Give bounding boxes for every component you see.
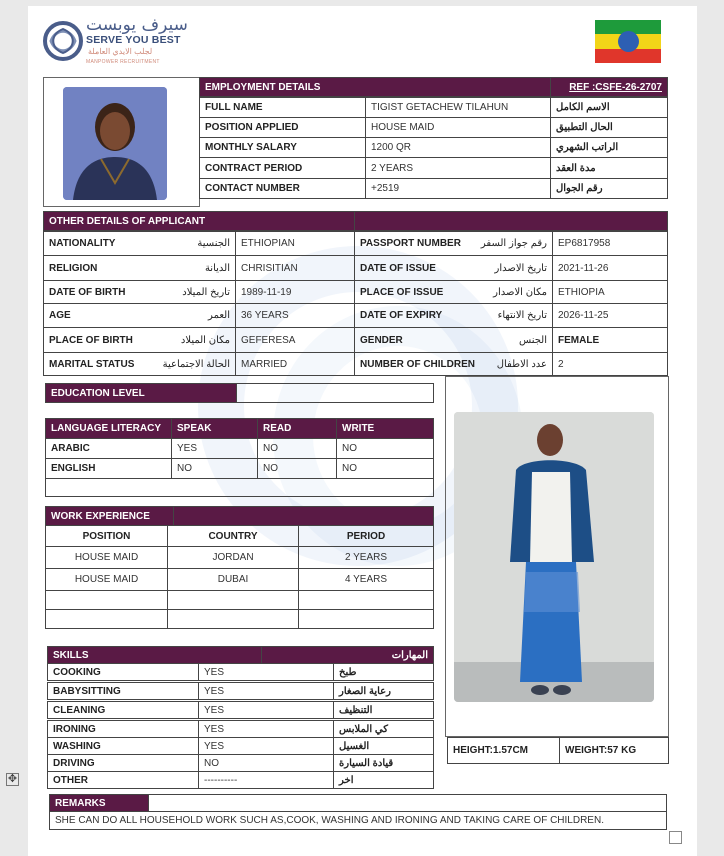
employment-value: 1200 QR	[365, 137, 551, 158]
field-label: RELIGION	[49, 262, 98, 274]
employment-label: MONTHLY SALARY	[199, 137, 366, 158]
reference-number: REF :CSFE-26-2707	[550, 77, 668, 97]
work-cell: 4 YEARS	[298, 568, 434, 591]
field-arabic-label: عدد الاطفال	[496, 358, 547, 370]
other-right-label	[354, 231, 553, 256]
work-cell: HOUSE MAID	[45, 546, 168, 569]
work-experience-header-fill	[173, 506, 434, 526]
work-empty-cell	[45, 590, 168, 610]
skill-value: YES	[198, 720, 334, 738]
logo-english-tagline: MANPOWER RECRUITMENT	[86, 59, 160, 65]
skill-arabic-label: طبخ	[333, 663, 434, 681]
skill-value: YES	[198, 663, 334, 681]
work-empty-cell	[298, 590, 434, 610]
skill-value: YES	[198, 682, 334, 700]
field-label: MARITAL STATUS	[49, 358, 135, 370]
language-empty-row	[45, 478, 434, 497]
field-arabic-label: الحالة الاجتماعية	[162, 358, 230, 370]
language-header-cell: SPEAK	[171, 418, 258, 439]
applicant-portrait-photo	[63, 87, 167, 200]
skill-label: CLEANING	[47, 701, 199, 719]
field-label: GENDER	[360, 334, 403, 346]
company-logo-icon	[42, 20, 84, 62]
other-left-value: 1989-11-19	[235, 280, 355, 304]
other-right-value: EP6817958	[552, 231, 668, 256]
other-left-value: CHRISITIAN	[235, 255, 355, 281]
other-details-header: OTHER DETAILS OF APPLICANT	[43, 211, 355, 231]
skill-label: WASHING	[47, 737, 199, 755]
skills-header-arabic: المهارات	[261, 646, 434, 664]
document-page	[28, 6, 697, 856]
employment-arabic-label: الحال التطبيق	[550, 117, 668, 138]
education-level-header: EDUCATION LEVEL	[45, 383, 237, 403]
language-header-cell: READ	[257, 418, 337, 439]
field-label: NUMBER OF CHILDREN	[360, 358, 475, 370]
logo-english-name: SERVE YOU BEST	[86, 34, 181, 46]
field-label: PLACE OF BIRTH	[49, 334, 133, 346]
skill-arabic-label: الغسيل	[333, 737, 434, 755]
work-empty-cell	[45, 609, 168, 629]
skills-header: SKILLS	[47, 646, 262, 664]
work-column-header: POSITION	[45, 525, 168, 547]
employment-label: CONTACT NUMBER	[199, 178, 366, 199]
skill-label: DRIVING	[47, 754, 199, 772]
other-right-label	[354, 352, 553, 376]
language-header-cell: LANGUAGE LITERACY	[45, 418, 172, 439]
skill-arabic-label: كي الملابس	[333, 720, 434, 738]
other-right-label	[354, 255, 553, 281]
remarks-header-fill	[148, 794, 667, 812]
employment-arabic-label: الراتب الشهري	[550, 137, 668, 158]
employment-value: TIGIST GETACHEW TILAHUN	[365, 97, 551, 118]
other-right-label	[354, 327, 553, 353]
table-end-marker	[669, 831, 682, 844]
remarks-header: REMARKS	[49, 794, 149, 812]
language-cell: NO	[257, 438, 337, 459]
logo-arabic-name: سيرف يوبست	[86, 15, 188, 35]
work-empty-cell	[167, 590, 299, 610]
work-column-header: PERIOD	[298, 525, 434, 547]
skill-arabic-label: رعاية الصغار	[333, 682, 434, 700]
field-arabic-label: مكان الاصدار	[493, 286, 547, 298]
employment-details-header: EMPLOYMENT DETAILS	[199, 77, 551, 97]
other-right-value: 2026-11-25	[552, 303, 668, 328]
field-label: PASSPORT NUMBER	[360, 238, 461, 249]
employment-label: CONTRACT PERIOD	[199, 157, 366, 179]
language-cell: YES	[171, 438, 258, 459]
other-left-label	[43, 280, 236, 304]
skill-label: BABYSITTING	[47, 682, 199, 700]
logo-arabic-tagline: لجلب الايدي العاملة	[88, 47, 153, 56]
other-right-value: 2	[552, 352, 668, 376]
field-label: PLACE OF ISSUE	[360, 286, 444, 298]
skill-arabic-label: اخر	[333, 771, 434, 789]
employment-value: HOUSE MAID	[365, 117, 551, 138]
other-left-value: GEFERESA	[235, 327, 355, 353]
language-header-cell: WRITE	[336, 418, 434, 439]
other-left-label	[43, 352, 236, 376]
other-left-label	[43, 231, 236, 256]
skill-label: COOKING	[47, 663, 199, 681]
field-arabic-label: تاريخ الانتهاء	[497, 310, 547, 321]
other-right-label	[354, 280, 553, 304]
table-move-handle-icon[interactable]: ✥	[7, 773, 18, 785]
field-arabic-label: تاريخ الاصدار	[494, 262, 547, 274]
language-cell: NO	[257, 458, 337, 479]
work-column-header: COUNTRY	[167, 525, 299, 547]
employment-arabic-label: مدة العقد	[550, 157, 668, 179]
weight-value: WEIGHT:57 KG	[559, 737, 669, 764]
other-right-label	[354, 303, 553, 328]
field-label: DATE OF EXPIRY	[360, 310, 443, 321]
other-right-value: FEMALE	[552, 327, 668, 353]
skill-label: IRONING	[47, 720, 199, 738]
employment-arabic-label: الاسم الكامل	[550, 97, 668, 118]
employment-value: +2519	[365, 178, 551, 199]
other-left-value: MARRIED	[235, 352, 355, 376]
work-empty-cell	[298, 609, 434, 629]
field-arabic-label: الجنس	[518, 334, 547, 346]
height-value: HEIGHT:1.57CM	[447, 737, 560, 764]
work-cell: JORDAN	[167, 546, 299, 569]
field-label: AGE	[49, 310, 71, 321]
remarks-text: SHE CAN DO ALL HOUSEHOLD WORK SUCH AS,COOK, WASHING AND IRONING AND TAKING CARE OF CHILDREN.	[49, 811, 667, 830]
other-left-label	[43, 255, 236, 281]
field-label: DATE OF ISSUE	[360, 262, 436, 274]
employment-arabic-label: رقم الجوال	[550, 178, 668, 199]
field-arabic-label: رقم جواز السفر	[480, 238, 547, 249]
field-arabic-label: تاريخ الميلاد	[182, 286, 230, 298]
other-right-value: ETHIOPIA	[552, 280, 668, 304]
work-cell: DUBAI	[167, 568, 299, 591]
other-left-label	[43, 303, 236, 328]
applicant-full-body-photo	[454, 412, 654, 702]
employment-label: POSITION APPLIED	[199, 117, 366, 138]
language-cell: ARABIC	[45, 438, 172, 459]
other-left-value: 36 YEARS	[235, 303, 355, 328]
language-cell: NO	[171, 458, 258, 479]
work-experience-header: WORK EXPERIENCE	[45, 506, 174, 526]
skill-value: ----------	[198, 771, 334, 789]
ethiopia-flag-icon	[595, 20, 661, 63]
work-cell: HOUSE MAID	[45, 568, 168, 591]
field-arabic-label: الجنسية	[197, 238, 230, 249]
skill-value: YES	[198, 701, 334, 719]
skill-arabic-label: التنظيف	[333, 701, 434, 719]
employment-value: 2 YEARS	[365, 157, 551, 179]
field-label: DATE OF BIRTH	[49, 286, 126, 298]
language-cell: ENGLISH	[45, 458, 172, 479]
field-arabic-label: الديانة	[204, 262, 230, 274]
employment-label: FULL NAME	[199, 97, 366, 118]
other-right-value: 2021-11-26	[552, 255, 668, 281]
skill-value: NO	[198, 754, 334, 772]
other-left-label	[43, 327, 236, 353]
skill-label: OTHER	[47, 771, 199, 789]
field-arabic-label: العمر	[208, 310, 230, 321]
skill-arabic-label: قيادة السيارة	[333, 754, 434, 772]
work-empty-cell	[167, 609, 299, 629]
skill-value: YES	[198, 737, 334, 755]
language-cell: NO	[336, 458, 434, 479]
other-details-header-right	[354, 211, 668, 231]
language-cell: NO	[336, 438, 434, 459]
education-level-value	[236, 383, 434, 403]
field-label: NATIONALITY	[49, 238, 116, 249]
field-arabic-label: مكان الميلاد	[180, 334, 230, 346]
work-cell: 2 YEARS	[298, 546, 434, 569]
other-left-value: ETHIOPIAN	[235, 231, 355, 256]
